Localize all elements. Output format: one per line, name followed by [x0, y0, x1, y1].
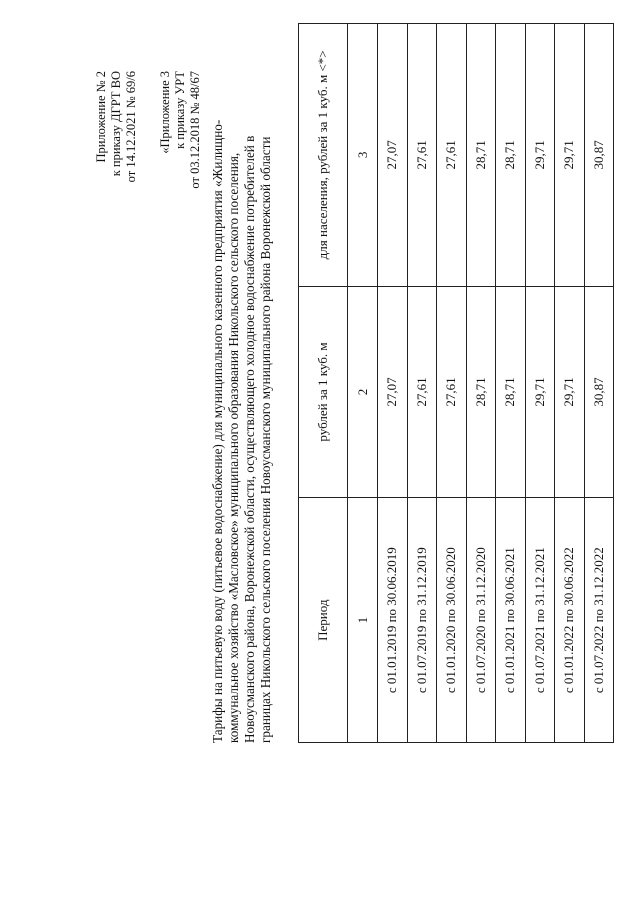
column-number: 3 [348, 23, 378, 286]
tariff-table [298, 23, 614, 743]
price-cell: 30,87 [584, 286, 614, 498]
header-period: Период [299, 497, 348, 742]
price-population-cell: 29,71 [555, 23, 585, 286]
price-population-cell: 28,71 [466, 23, 496, 286]
appendix-3-title: «Приложение 3 [158, 70, 172, 154]
header-price: рублей за 1 куб. м [299, 286, 348, 498]
price-population-cell: 27,61 [437, 23, 467, 286]
appendix-2-date: от 14.12.2021 № 69/6 [124, 70, 138, 182]
column-number-row [348, 23, 378, 742]
price-population-cell: 27,61 [407, 23, 437, 286]
price-population-cell: 30,87 [584, 23, 614, 286]
table-row [407, 23, 437, 742]
period-cell: с 01.01.2019 по 30.06.2019 [378, 497, 408, 742]
table-header-row [299, 23, 348, 742]
price-cell: 27,07 [378, 286, 408, 498]
heading-line-4: границах Никольского сельского поселения Новоусманского муниципального района Воронежской области [258, 136, 273, 743]
price-cell: 27,61 [407, 286, 437, 498]
table-row [466, 23, 496, 742]
heading-line-1: Тарифы на питьевую воду (питьевое водоснабжение) для муниципального казенного предприятия «Жилищно- [210, 119, 225, 743]
heading-line-2: коммунальное хозяйство «Масловское» муниципального образования Никольского сельского поселения, [226, 152, 241, 743]
price-cell: 28,71 [466, 286, 496, 498]
price-population-cell: 27,07 [378, 23, 408, 286]
table-row [584, 23, 614, 742]
table-row [555, 23, 585, 742]
rotated-document-page [60, 13, 606, 893]
period-cell: с 01.07.2022 по 31.12.2022 [584, 497, 614, 742]
period-cell: с 01.07.2021 по 31.12.2021 [525, 497, 555, 742]
heading-line-3: Новоусманского района, Воронежской области, осуществляющего холодное водоснабжение потребителей в [242, 135, 257, 743]
period-cell: с 01.01.2022 по 30.06.2022 [555, 497, 585, 742]
price-cell: 27,61 [437, 286, 467, 498]
period-cell: с 01.07.2020 по 31.12.2020 [466, 497, 496, 742]
price-cell: 29,71 [555, 286, 585, 498]
table-row [496, 23, 526, 742]
period-cell: с 01.01.2021 по 30.06.2021 [496, 497, 526, 742]
tariff-heading [210, 23, 274, 743]
price-cell: 29,71 [525, 286, 555, 498]
header-price-population: для населения, рублей за 1 куб. м <*> [299, 23, 348, 286]
column-number: 2 [348, 286, 378, 498]
appendix-reference-3 [158, 71, 203, 189]
period-cell: с 01.01.2020 по 30.06.2020 [437, 497, 467, 742]
appendix-2-order: к приказу ДГРТ ВО [109, 70, 123, 176]
table-row [525, 23, 555, 742]
appendix-reference-2 [94, 71, 139, 182]
appendix-3-order: к приказу УРТ [173, 70, 187, 149]
price-population-cell: 29,71 [525, 23, 555, 286]
appendix-2-title: Приложение № 2 [94, 70, 108, 163]
table-row [378, 23, 408, 742]
table-row [437, 23, 467, 742]
period-cell: с 01.07.2019 по 31.12.2019 [407, 497, 437, 742]
column-number: 1 [348, 497, 378, 742]
appendix-3-date: от 03.12.2018 № 48/67 [188, 70, 202, 189]
price-cell: 28,71 [496, 286, 526, 498]
price-population-cell: 28,71 [496, 23, 526, 286]
